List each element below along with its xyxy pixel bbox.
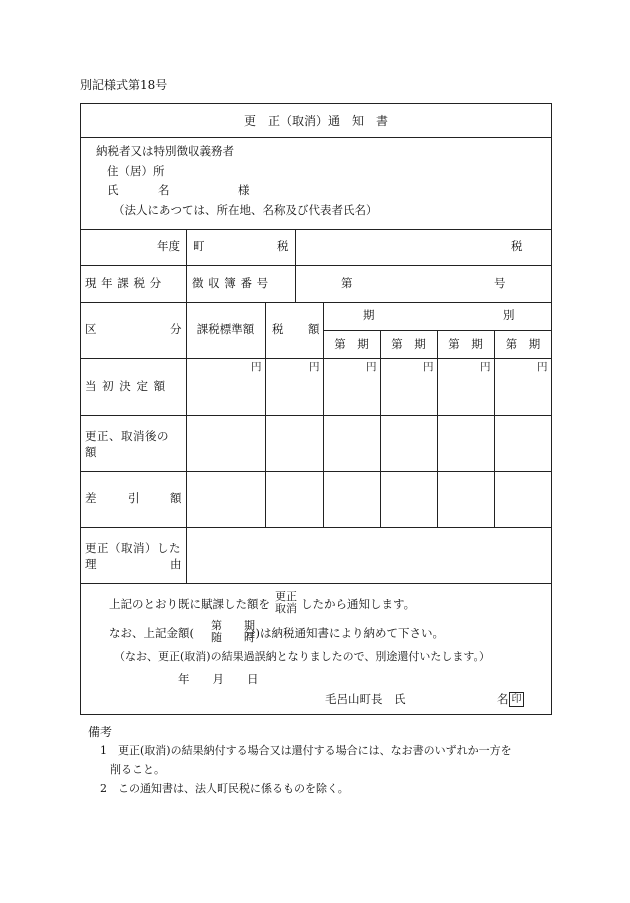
rule-header-bottom [80, 358, 552, 359]
rule-taxpayer-bottom [80, 229, 552, 230]
mayor-title: 毛呂山町長 氏 [325, 692, 406, 706]
reason-label-2b: 由 [170, 557, 182, 571]
ledger-number-label: 徴 収 簿 番 号 [192, 276, 269, 290]
yen-unit: 円 [480, 361, 491, 373]
statement-line1-pre: 上記のとおり既に賦課した額を [109, 597, 270, 611]
rule-col-p4 [494, 330, 495, 527]
form-number-label: 別記様式第18号 [80, 78, 168, 92]
corrected-amount-label-2: 額 [85, 445, 97, 459]
rule-reason-bottom [80, 583, 552, 584]
mayor-name-end: 名 [497, 692, 509, 706]
rule-col-base [265, 302, 266, 527]
choice-cancel: 取消 [275, 601, 297, 615]
notice-form-frame [80, 103, 552, 715]
tax-amount-header-b: 額 [308, 322, 320, 336]
current-year-tax-label: 現 年 課 税 分 [85, 276, 162, 290]
note-item-1-line1: 1 更正(取消)の結果納付する場合又は還付する場合には、なお書のいずれか一方を [100, 744, 512, 757]
reason-label-1: 更正（取消）した [85, 541, 181, 555]
notice-date: 年 月 日 [178, 672, 259, 686]
choice-correct: 更正 [275, 590, 297, 603]
initial-assessment-label: 当 初 決 定 額 [85, 379, 167, 393]
period-label-2: 第 期 [391, 337, 426, 351]
rule-diff-bottom [80, 527, 552, 528]
note-item-2: 2 この通知書は、法人町民税に係るものを除く。 [100, 782, 349, 795]
difference-label-c: 額 [170, 491, 182, 505]
fiscal-year-label: 年度 [157, 239, 180, 253]
rule-col-town [295, 229, 296, 302]
period-label-1: 第 期 [334, 337, 369, 351]
name-label-left: 氏 [107, 183, 119, 197]
rule-initial-bottom [80, 415, 552, 416]
rule-col-p2 [380, 330, 381, 527]
seal-mark: 印 [509, 692, 524, 707]
statement-line2-pre: なお、上記金額( [109, 626, 194, 640]
tax-label-right: 税 [511, 239, 523, 253]
rule-col-p3 [437, 330, 438, 527]
corporation-note: （法人にあつては、所在地、名称及び代表者氏名） [113, 203, 378, 217]
rule-col-label [186, 229, 187, 583]
period-header-betsu: 別 [503, 308, 515, 322]
division-label: 区 [85, 322, 97, 336]
statement-line1-post: したから通知します。 [301, 597, 416, 611]
rule-col-tax [323, 302, 324, 527]
corrected-amount-label-1: 更正、取消後の [85, 429, 169, 443]
form-title: 更 正（取消）通 知 書 [243, 114, 388, 128]
rule-ledger-bottom [80, 302, 552, 303]
yen-unit: 円 [537, 361, 548, 373]
yen-unit: 円 [251, 361, 262, 373]
ledger-dai-label: 第 [341, 276, 353, 290]
tax-base-header: 課税標準額 [196, 322, 255, 336]
reason-label-2a: 理 [85, 557, 97, 571]
rule-title-bottom [80, 137, 552, 138]
choice-anytime: 随 時 [211, 630, 255, 644]
name-honorific: 様 [238, 183, 250, 197]
tax-amount-header-a: 税 [272, 322, 284, 336]
address-label: 住（居）所 [107, 164, 165, 178]
period-label-4: 第 期 [505, 337, 541, 351]
town-label: 町 [193, 239, 205, 253]
statement-line2-post: 分)は納税通知書により納めて下さい。 [244, 626, 444, 640]
division-label-end: 分 [170, 322, 182, 336]
statement-line1-choice [273, 591, 299, 614]
period-header-ki: 期 [363, 308, 375, 322]
rule-year-bottom [80, 265, 552, 266]
yen-unit: 円 [423, 361, 434, 373]
notes-heading: 備考 [88, 725, 113, 739]
difference-label-a: 差 [85, 491, 97, 505]
yen-unit: 円 [366, 361, 377, 373]
tax-label: 税 [277, 239, 289, 253]
difference-label-b: 引 [128, 491, 140, 505]
period-label-3: 第 期 [448, 337, 483, 351]
choice-period: 第 期 [211, 619, 255, 632]
note-item-1-line2: 削ること。 [110, 763, 165, 776]
name-label-mid: 名 [158, 183, 170, 197]
rule-corrected-bottom [80, 471, 552, 472]
yen-unit: 円 [309, 361, 320, 373]
statement-refund-note: （なお、更正(取消)の結果過誤納となりましたので、別途還付いたします。） [114, 650, 490, 663]
taxpayer-heading: 納税者又は特別徴収義務者 [96, 144, 234, 158]
ledger-gou-label: 号 [494, 276, 506, 290]
